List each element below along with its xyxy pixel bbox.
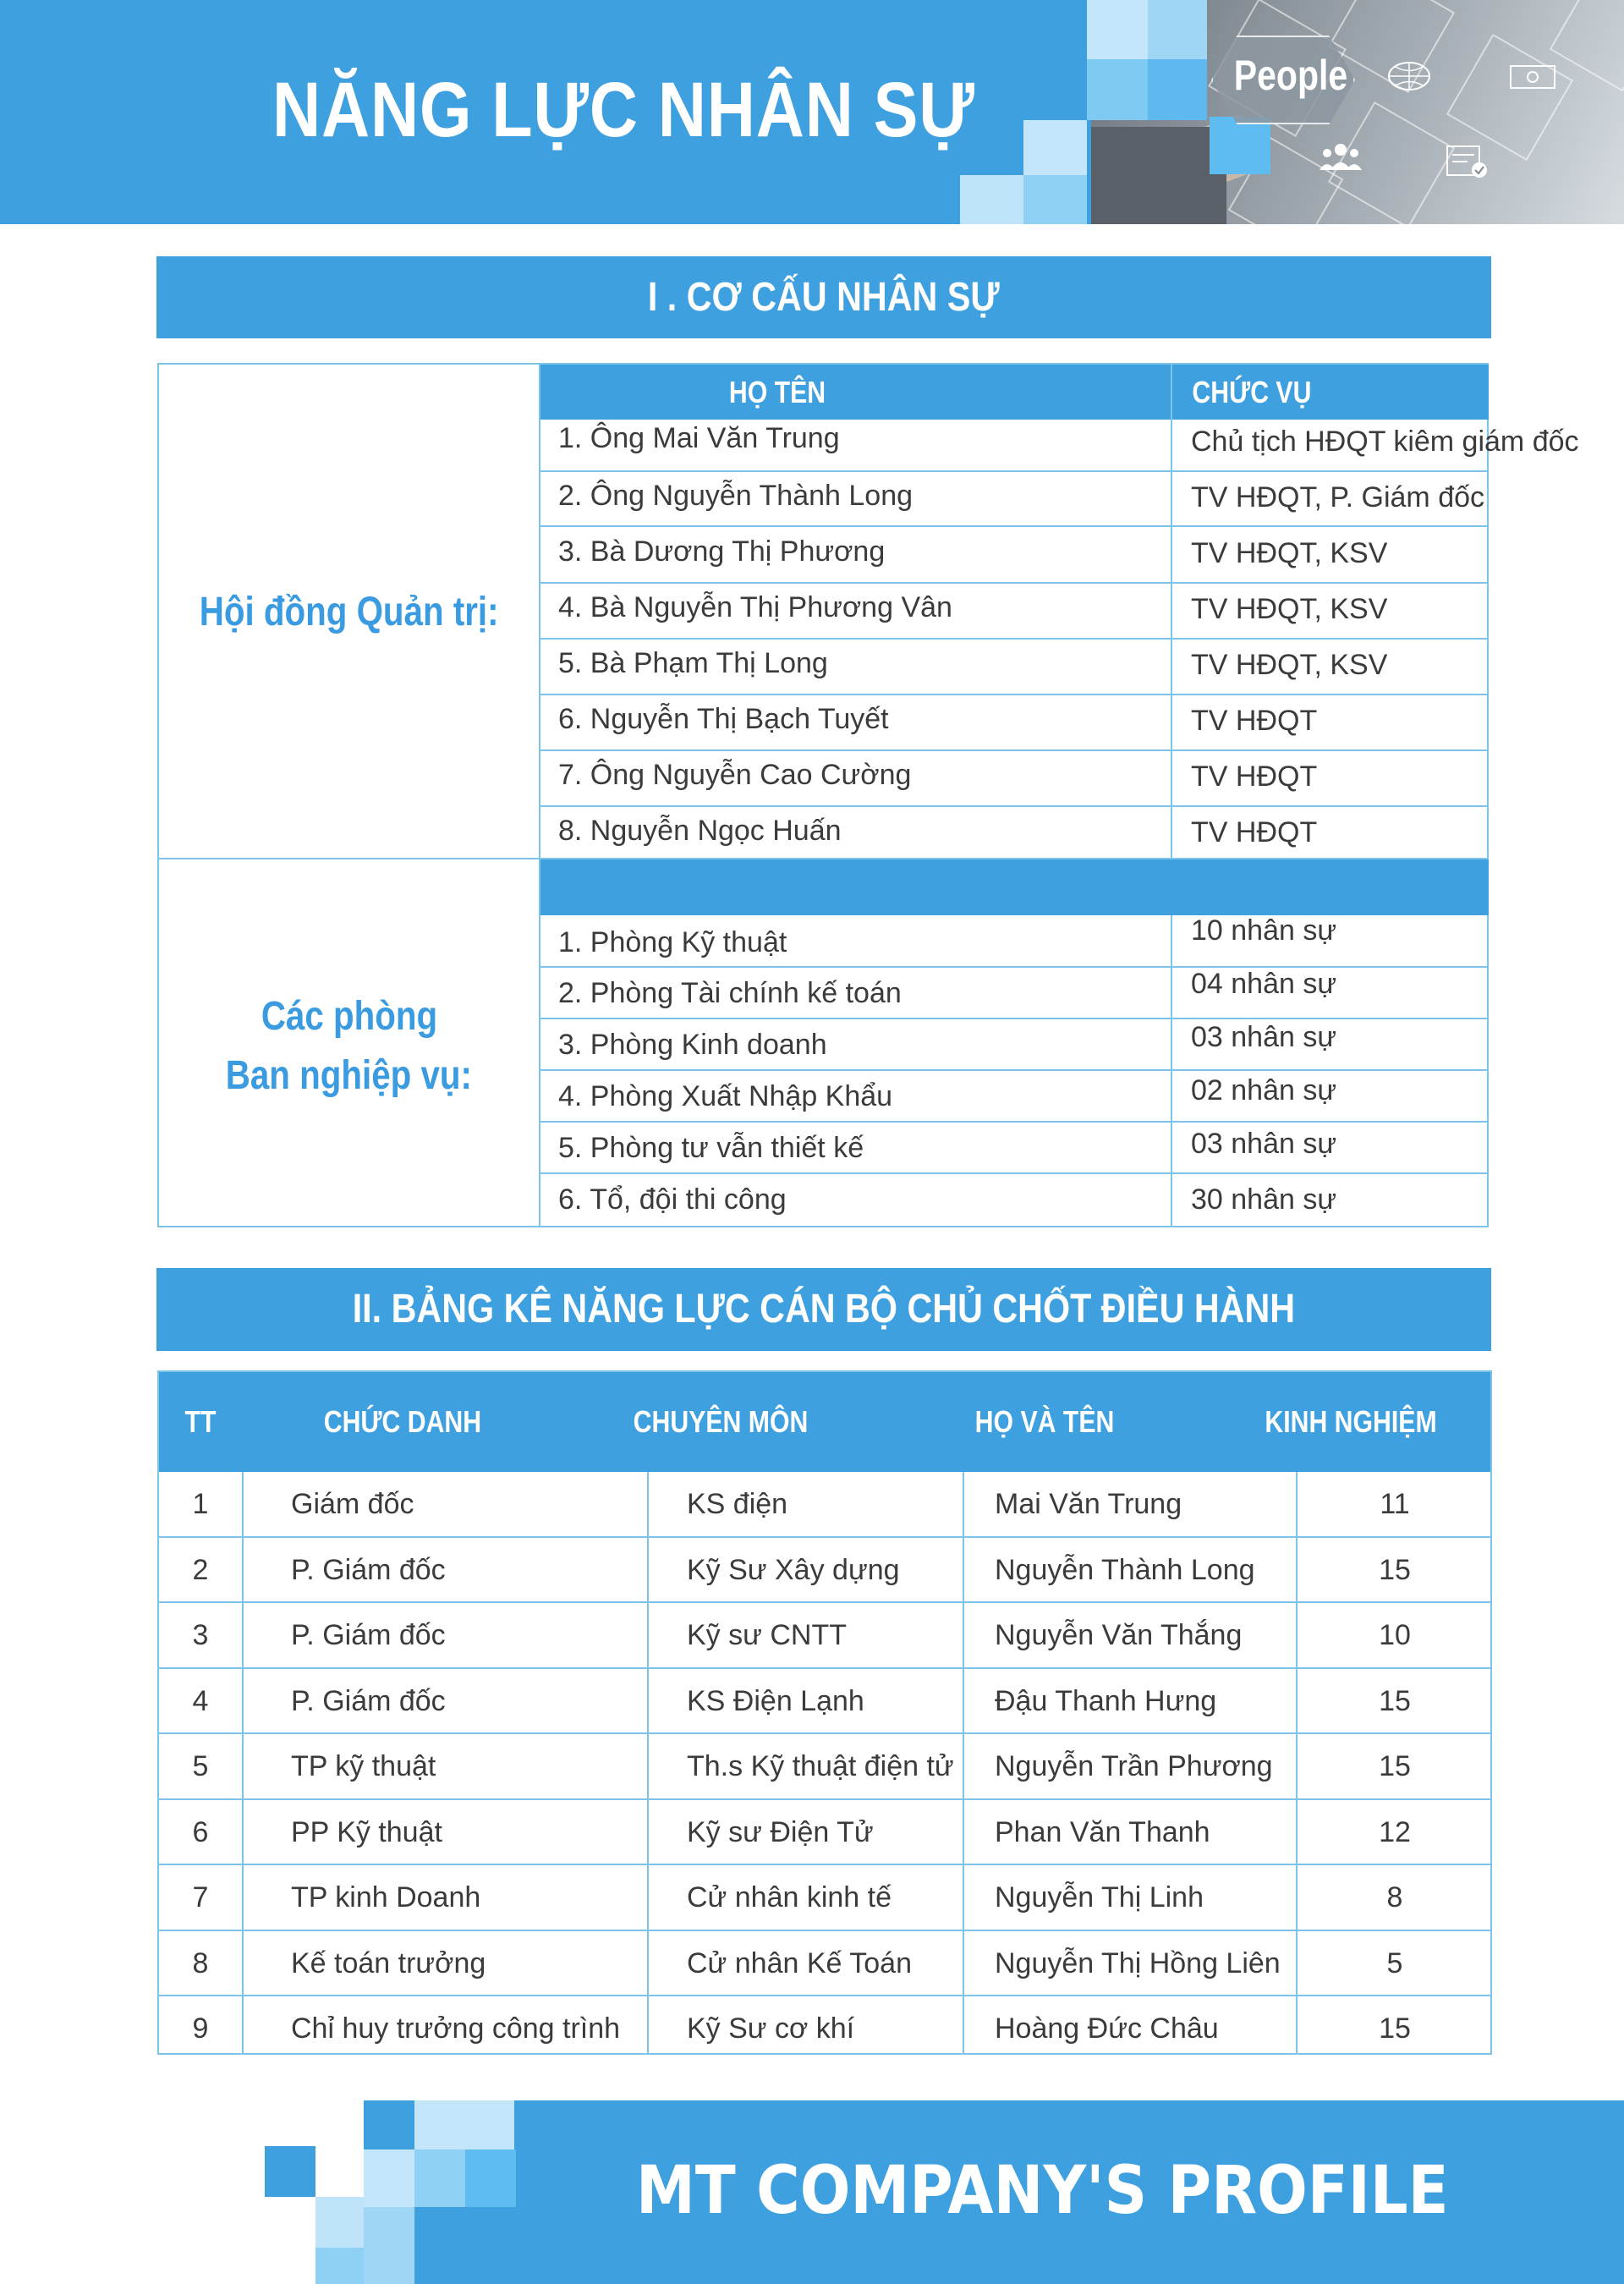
board-member-name: 1. Ông Mai Văn Trung — [558, 422, 840, 454]
row-experience: 8 — [1386, 1881, 1403, 1913]
board-member-name: 4. Bà Nguyễn Thị Phương Vân — [558, 591, 952, 623]
section-2-title: II. BẢNG KÊ NĂNG LỰC CÁN BỘ CHỦ CHỐT ĐIỀU HÀNH — [352, 1287, 1296, 1331]
document-check-icon — [1442, 140, 1493, 182]
footer-title: MT COMPANY'S PROFILE — [636, 2153, 1449, 2229]
row-name: Hoàng Đức Châu — [995, 2012, 1219, 2045]
board-member-role: Chủ tịch HĐQT kiêm giám đốc — [1191, 426, 1579, 458]
board-member-name: 7. Ông Nguyễn Cao Cường — [558, 759, 912, 791]
department-count: 03 nhân sự — [1191, 1128, 1337, 1160]
row-name: Đậu Thanh Hưng — [995, 1684, 1217, 1717]
staff-structure-table — [157, 363, 1579, 1227]
board-member-role: TV HĐQT, KSV — [1191, 649, 1388, 681]
deco-square — [315, 2248, 364, 2284]
department-count: 30 nhân sự — [1191, 1183, 1337, 1216]
row-title: TP kỹ thuật — [291, 1750, 436, 1782]
row-experience: 15 — [1379, 2012, 1411, 2045]
row-divider — [540, 1069, 1489, 1071]
row-divider — [540, 582, 1489, 584]
row-title: Chỉ huy trưởng công trình — [291, 2012, 621, 2045]
department-name: 3. Phòng Kinh doanh — [558, 1029, 827, 1061]
departments-label-line-1: Các phòng — [261, 994, 437, 1039]
table-header — [159, 1372, 1490, 1472]
table-row — [159, 1603, 1490, 1669]
deco-square — [960, 175, 1023, 224]
deco-square — [1148, 0, 1207, 59]
table-row — [159, 1734, 1490, 1800]
deco-square — [1210, 117, 1270, 174]
row-divider — [540, 1121, 1489, 1123]
row-number: 4 — [192, 1684, 209, 1717]
row-divider — [540, 966, 1489, 968]
department-count: 02 nhân sự — [1191, 1074, 1337, 1106]
department-name: 1. Phòng Kỹ thuật — [558, 926, 787, 958]
column-header-name: HỌ VÀ TÊN — [974, 1404, 1115, 1439]
row-title: Giám đốc — [291, 1488, 414, 1520]
deco-square — [414, 2149, 465, 2207]
row-divider — [540, 694, 1489, 695]
sleeve-shape — [1091, 127, 1226, 224]
row-number: 7 — [192, 1881, 209, 1913]
department-name: 5. Phòng tư vẫn thiết kế — [558, 1132, 864, 1164]
row-experience: 10 — [1379, 1619, 1411, 1651]
row-divider — [540, 749, 1489, 751]
row-number: 6 — [192, 1815, 209, 1848]
row-number: 3 — [192, 1619, 209, 1651]
globe-icon — [1385, 59, 1433, 93]
row-experience: 11 — [1380, 1488, 1410, 1520]
row-major: KS Điện Lạnh — [687, 1684, 864, 1717]
row-name: Nguyễn Văn Thắng — [995, 1619, 1243, 1651]
deco-square — [465, 2149, 516, 2207]
row-experience: 15 — [1379, 1553, 1411, 1586]
departments-label-line-2: Ban nghiệp vụ: — [225, 1053, 473, 1098]
board-member-name: 5. Bà Phạm Thị Long — [558, 647, 828, 679]
deco-square — [1087, 59, 1148, 120]
table-header — [540, 365, 1489, 420]
department-count: 03 nhân sự — [1191, 1021, 1337, 1053]
column-divider — [539, 365, 540, 1226]
column-header-tt: TT — [184, 1404, 217, 1439]
row-name: Mai Văn Trung — [995, 1488, 1182, 1520]
column-divider — [1171, 365, 1172, 858]
people-badge-text: People — [1233, 52, 1348, 99]
table-row — [159, 1472, 1490, 1538]
board-member-name: 3. Bà Dương Thị Phương — [558, 535, 886, 568]
row-number: 8 — [192, 1946, 209, 1979]
section-2-banner — [156, 1268, 1491, 1351]
row-major: Cử nhân Kế Toán — [687, 1946, 912, 1979]
row-name: Nguyễn Trần Phương — [995, 1750, 1273, 1782]
table-row — [159, 1538, 1490, 1604]
board-member-role: TV HĐQT — [1191, 760, 1318, 793]
table-row — [159, 1931, 1490, 1997]
board-member-name: 8. Nguyễn Ngọc Huấn — [558, 815, 842, 847]
board-member-role: TV HĐQT, P. Giám đốc — [1191, 481, 1485, 513]
section-1-title: I . CƠ CẤU NHÂN SỰ — [648, 275, 1000, 320]
column-divider — [1171, 915, 1172, 1227]
board-member-role: TV HĐQT, KSV — [1191, 537, 1388, 569]
table-row — [159, 1669, 1490, 1735]
row-divider — [540, 470, 1489, 472]
row-name: Nguyễn Thị Hồng Liên — [995, 1946, 1281, 1979]
board-member-role: TV HĐQT — [1191, 705, 1318, 737]
row-name: Phan Văn Thanh — [995, 1815, 1210, 1848]
team-icon — [1315, 140, 1366, 173]
row-divider — [540, 1018, 1489, 1019]
board-member-name: 2. Ông Nguyễn Thành Long — [558, 480, 914, 512]
board-member-role: TV HĐQT, KSV — [1191, 593, 1388, 625]
row-title: PP Kỹ thuật — [291, 1815, 442, 1848]
row-experience: 15 — [1379, 1750, 1411, 1782]
row-number: 2 — [192, 1553, 209, 1586]
row-major: Kỹ Sư cơ khí — [687, 2012, 855, 2045]
department-count: 10 nhân sự — [1191, 914, 1337, 947]
row-divider — [540, 525, 1489, 527]
row-major: Kỹ Sư Xây dựng — [687, 1553, 900, 1586]
board-member-role: TV HĐQT — [1191, 816, 1318, 848]
deco-square — [265, 2146, 315, 2197]
page-title: NĂNG LỰC NHÂN SỰ — [272, 67, 975, 153]
row-title: Kế toán trưởng — [291, 1946, 486, 1979]
page-header — [0, 0, 1624, 224]
row-experience: 15 — [1379, 1684, 1411, 1717]
table-row — [159, 1996, 1490, 2055]
column-header-name: HỌ TÊN — [728, 375, 826, 409]
row-major: Kỹ sư Điện Tử — [687, 1815, 874, 1848]
column-header-title: CHỨC DANH — [323, 1404, 482, 1439]
row-experience: 5 — [1386, 1946, 1403, 1979]
row-divider — [540, 638, 1489, 640]
row-major: Kỹ sư CNTT — [687, 1619, 847, 1651]
section-1-banner — [156, 256, 1491, 338]
deco-square — [364, 2207, 414, 2284]
row-number: 1 — [192, 1488, 209, 1520]
table-row — [159, 1865, 1490, 1931]
key-staff-table — [157, 1370, 1492, 2055]
department-count: 04 nhân sự — [1191, 968, 1337, 1000]
departments-header-bar — [540, 859, 1489, 915]
row-major: Th.s Kỹ thuật điện tử — [687, 1750, 954, 1782]
deco-square — [1023, 120, 1087, 175]
deco-square — [1087, 0, 1148, 59]
row-name: Nguyễn Thị Linh — [995, 1881, 1204, 1913]
row-divider — [540, 1172, 1489, 1174]
column-header-role: CHỨC VỤ — [1191, 375, 1312, 409]
department-name: 4. Phòng Xuất Nhập Khẩu — [558, 1080, 893, 1112]
row-major: KS điện — [687, 1488, 788, 1520]
row-title: TP kinh Doanh — [291, 1881, 481, 1913]
deco-square — [315, 2197, 364, 2248]
deco-square — [414, 2100, 514, 2149]
row-major: Cử nhân kinh tế — [687, 1881, 892, 1913]
deco-square — [364, 2149, 414, 2207]
board-member-name: 6. Nguyễn Thị Bạch Tuyết — [558, 703, 889, 735]
column-header-experience: KINH NGHIỆM — [1265, 1404, 1437, 1439]
column-header-major: CHUYÊN MÔN — [633, 1404, 809, 1439]
row-name: Nguyễn Thành Long — [995, 1553, 1255, 1586]
department-name: 6. Tổ, đội thi công — [558, 1183, 787, 1216]
row-title: P. Giám đốc — [291, 1684, 446, 1717]
row-experience: 12 — [1379, 1815, 1411, 1848]
table-row — [159, 1800, 1490, 1866]
row-title: P. Giám đốc — [291, 1619, 446, 1651]
deco-square — [1023, 175, 1087, 224]
row-number: 5 — [192, 1750, 209, 1782]
board-label: Hội đồng Quản trị: — [199, 590, 499, 634]
money-icon — [1507, 59, 1558, 93]
row-divider — [540, 805, 1489, 807]
deco-square — [1148, 59, 1207, 120]
department-name: 2. Phòng Tài chính kế toán — [558, 977, 902, 1009]
row-title: P. Giám đốc — [291, 1553, 446, 1586]
row-number: 9 — [192, 2012, 209, 2045]
